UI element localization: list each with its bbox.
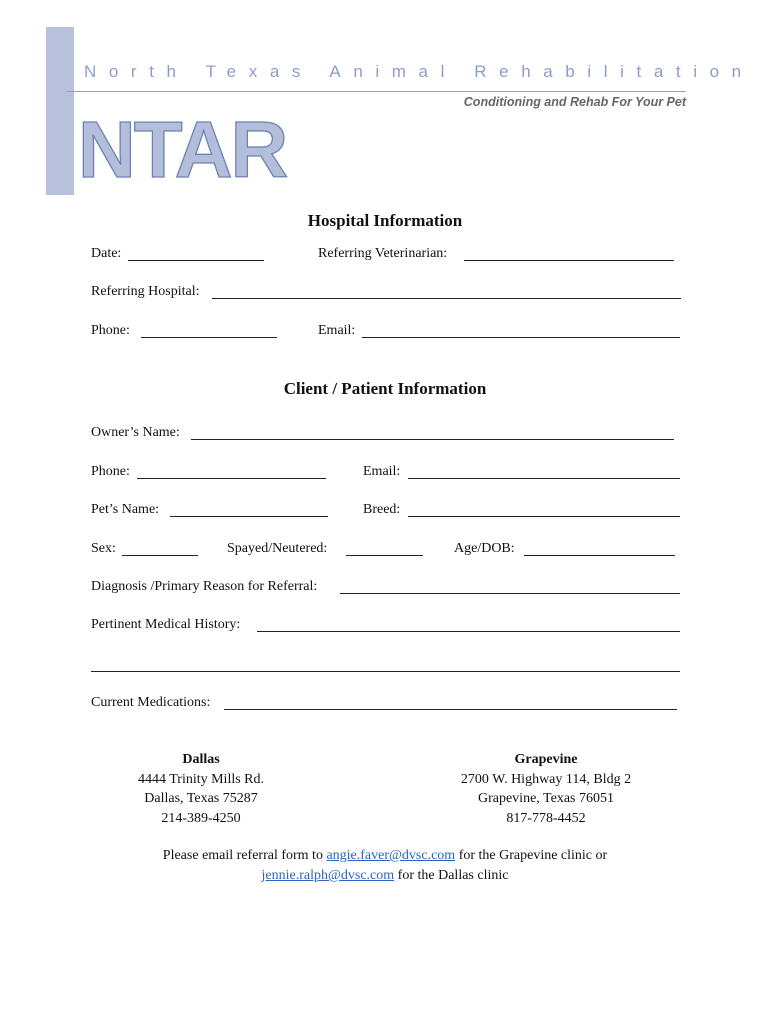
medical-history-field-line2[interactable] [91, 671, 680, 672]
row-diagnosis [91, 578, 683, 598]
current-medications-field[interactable] [224, 709, 677, 710]
date-field[interactable] [128, 260, 264, 261]
pet-name-label: Pet’s Name: [91, 502, 160, 517]
breed-field[interactable] [408, 516, 680, 517]
hospital-email-label: Email: [318, 323, 356, 338]
owner-name-label: Owner’s Name: [91, 425, 180, 440]
dallas-phone: 214-389-4250 [161, 810, 241, 826]
client-phone-field[interactable] [137, 478, 326, 479]
dallas-street: 4444 Trinity Mills Rd. [137, 771, 265, 787]
logo-accent-bar [46, 27, 74, 195]
note-prefix: Please email referral form to [162, 848, 323, 863]
referring-hospital-field[interactable] [212, 298, 681, 299]
row-sex-spayed-age [91, 540, 683, 560]
hospital-phone-field[interactable] [141, 337, 277, 338]
sex-field[interactable] [122, 555, 198, 556]
sex-label: Sex: [91, 541, 116, 556]
diagnosis-label: Diagnosis /Primary Reason for Referral: [91, 579, 318, 594]
grapevine-city: Grapevine, Texas 76051 [477, 791, 614, 806]
letterhead-rule [66, 91, 686, 92]
dallas-name: Dallas [182, 752, 220, 767]
submission-note [0, 846, 770, 886]
organization-name: North Texas Animal Rehabilitation [84, 62, 754, 81]
grapevine-address [426, 750, 666, 828]
diagnosis-field[interactable] [340, 593, 680, 594]
spayed-neutered-label: Spayed/Neutered: [227, 541, 328, 556]
client-email-field[interactable] [408, 478, 680, 479]
row-ref-hospital [91, 283, 683, 303]
medical-history-label: Pertinent Medical History: [91, 617, 241, 632]
row-owner [91, 424, 683, 444]
grapevine-name: Grapevine [514, 752, 578, 767]
referring-vet-label: Referring Veterinarian: [318, 246, 448, 261]
referring-hospital-label: Referring Hospital: [91, 284, 200, 299]
row-medical-history-cont [91, 656, 683, 676]
grapevine-street: 2700 W. Highway 114, Bldg 2 [460, 771, 632, 787]
dallas-city: Dallas, Texas 75287 [144, 791, 258, 806]
row-medical-history [91, 616, 683, 636]
row-pet-breed [91, 501, 683, 521]
medical-history-field[interactable] [257, 631, 680, 632]
dallas-email-link[interactable]: jennie.ralph@dvsc.com [261, 868, 395, 883]
note-suffix: for the Dallas clinic [397, 868, 509, 883]
age-dob-label: Age/DOB: [454, 541, 515, 556]
breed-label: Breed: [363, 502, 401, 517]
referring-vet-field[interactable] [464, 260, 674, 261]
row-hosp-phone-email [91, 322, 683, 342]
tagline: Conditioning and Rehab For Your Pet [463, 95, 686, 109]
spayed-neutered-field[interactable] [346, 555, 423, 556]
row-client-phone-email [91, 463, 683, 483]
note-mid: for the Grapevine clinic or [458, 848, 608, 863]
hospital-info-title: Hospital Information [307, 211, 463, 230]
date-label: Date: [91, 246, 122, 261]
hospital-email-field[interactable] [362, 337, 680, 338]
row-date-vet [91, 245, 683, 265]
dallas-address [101, 750, 301, 828]
grapevine-phone: 817-778-4452 [506, 810, 586, 826]
row-medications [91, 694, 683, 714]
owner-name-field[interactable] [191, 439, 674, 440]
client-email-label: Email: [363, 464, 401, 479]
hospital-phone-label: Phone: [91, 323, 130, 338]
age-dob-field[interactable] [524, 555, 675, 556]
ntar-logo: NTAR [78, 105, 287, 194]
current-medications-label: Current Medications: [91, 695, 211, 710]
client-phone-label: Phone: [91, 464, 130, 479]
pet-name-field[interactable] [170, 516, 328, 517]
grapevine-email-link[interactable]: angie.faver@dvsc.com [326, 848, 456, 863]
client-info-title: Client / Patient Information [283, 379, 487, 398]
